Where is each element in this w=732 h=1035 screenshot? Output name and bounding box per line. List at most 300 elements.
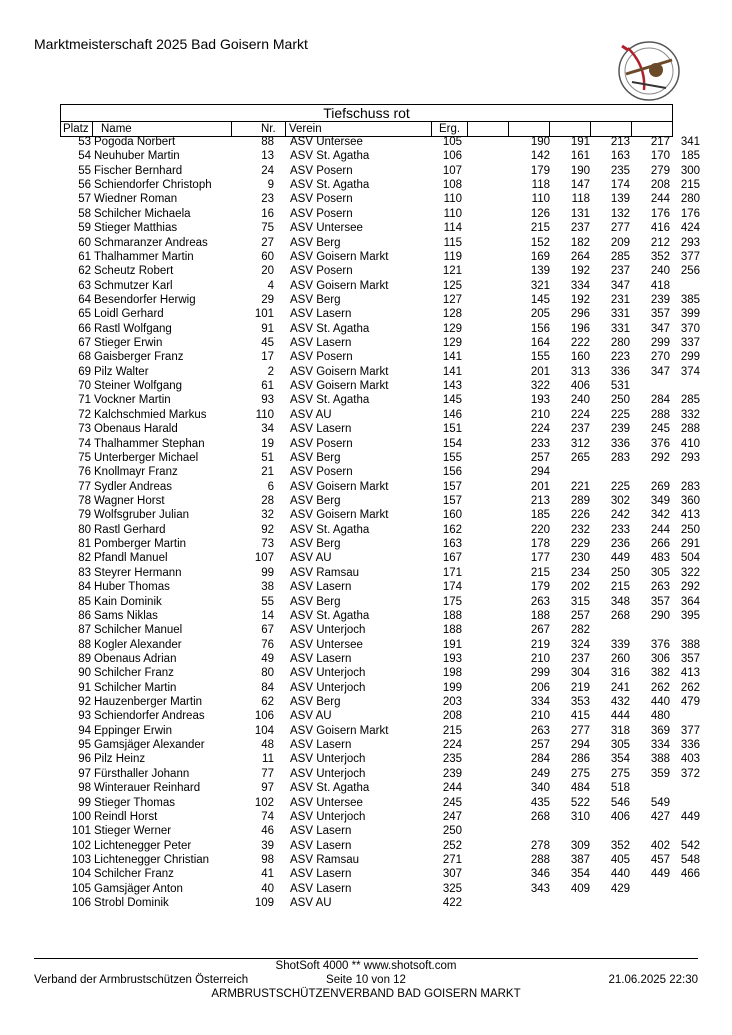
row-shot-value: 283 bbox=[680, 480, 700, 493]
row-number: 91 bbox=[261, 322, 274, 335]
row-rank: 69 bbox=[78, 365, 91, 378]
row-number: 97 bbox=[261, 782, 274, 795]
row-shot-value: 322 bbox=[680, 566, 700, 579]
row-result: 143 bbox=[442, 380, 462, 393]
row-rank: 54 bbox=[78, 150, 91, 163]
row-shot-value: 299 bbox=[530, 667, 550, 680]
row-number: 21 bbox=[261, 466, 274, 479]
table-row bbox=[60, 264, 700, 278]
row-shot-value: 483 bbox=[650, 552, 670, 565]
row-shot-value: 290 bbox=[650, 609, 670, 622]
row-shot-value: 284 bbox=[650, 394, 670, 407]
row-club: ASV Goisern Markt bbox=[290, 279, 389, 292]
row-name: Rastl Gerhard bbox=[94, 523, 166, 536]
table-row bbox=[60, 307, 700, 321]
row-shot-value: 240 bbox=[570, 394, 590, 407]
row-club: ASV Lasern bbox=[290, 739, 352, 752]
row-result: 115 bbox=[443, 236, 462, 249]
row-shot-value: 288 bbox=[530, 853, 550, 866]
table-row bbox=[60, 638, 700, 652]
row-shot-value: 169 bbox=[530, 250, 550, 263]
club-logo-icon bbox=[614, 38, 684, 104]
row-shot-value: 257 bbox=[530, 739, 550, 752]
row-number: 75 bbox=[261, 222, 274, 235]
row-result: 121 bbox=[442, 265, 462, 278]
row-rank: 68 bbox=[78, 351, 91, 364]
row-club: ASV AU bbox=[290, 408, 332, 421]
row-number: 17 bbox=[261, 351, 274, 364]
row-shot-value: 286 bbox=[570, 753, 590, 766]
row-number: 46 bbox=[261, 825, 274, 838]
row-name: Scheutz Robert bbox=[94, 265, 174, 278]
row-shot-value: 118 bbox=[571, 193, 590, 206]
row-name: Schmaranzer Andreas bbox=[94, 236, 208, 249]
row-shot-value: 177 bbox=[530, 552, 550, 565]
row-club: ASV AU bbox=[290, 552, 332, 565]
table-row bbox=[60, 839, 700, 853]
row-shot-value: 377 bbox=[680, 724, 700, 737]
row-result: 250 bbox=[442, 825, 462, 838]
row-shot-value: 310 bbox=[570, 810, 590, 823]
row-number: 55 bbox=[261, 595, 274, 608]
row-club: ASV AU bbox=[290, 710, 332, 723]
row-shot-value: 352 bbox=[650, 250, 670, 263]
row-shot-value: 305 bbox=[650, 566, 670, 579]
row-number: 77 bbox=[261, 767, 274, 780]
col-erg: Erg. bbox=[439, 123, 461, 135]
table-row bbox=[60, 207, 700, 221]
row-number: 38 bbox=[261, 581, 274, 594]
row-shot-value: 321 bbox=[530, 279, 550, 292]
row-result: 244 bbox=[442, 782, 462, 795]
row-shot-value: 222 bbox=[570, 337, 590, 350]
row-club: ASV Goisern Markt bbox=[290, 380, 389, 393]
row-shot-value: 236 bbox=[610, 538, 630, 551]
row-result: 145 bbox=[442, 394, 462, 407]
row-result: 125 bbox=[442, 279, 462, 292]
row-number: 14 bbox=[261, 609, 274, 622]
row-shot-value: 352 bbox=[610, 839, 630, 852]
row-shot-value: 224 bbox=[530, 423, 550, 436]
row-rank: 82 bbox=[78, 552, 91, 565]
row-result: 422 bbox=[442, 897, 462, 910]
row-rank: 88 bbox=[78, 638, 91, 651]
row-result: 154 bbox=[442, 437, 462, 450]
row-shot-value: 269 bbox=[650, 480, 670, 493]
table-row bbox=[60, 408, 700, 422]
row-name: Obenaus Harald bbox=[94, 423, 178, 436]
row-shot-value: 374 bbox=[680, 365, 700, 378]
row-shot-value: 457 bbox=[650, 853, 670, 866]
row-club: ASV Unterjoch bbox=[290, 767, 366, 780]
row-club: ASV Goisern Markt bbox=[290, 480, 389, 493]
row-result: 245 bbox=[442, 796, 462, 809]
row-number: 76 bbox=[261, 638, 274, 651]
row-result: 146 bbox=[442, 408, 462, 421]
row-rank: 87 bbox=[78, 624, 91, 637]
row-club: ASV Berg bbox=[290, 494, 341, 507]
row-name: Stieger Thomas bbox=[94, 796, 175, 809]
row-shot-value: 377 bbox=[680, 250, 700, 263]
row-shot-value: 504 bbox=[680, 552, 700, 565]
row-shot-value: 429 bbox=[610, 882, 630, 895]
table-row bbox=[60, 465, 700, 479]
row-shot-value: 213 bbox=[530, 494, 550, 507]
row-name: Stieger Werner bbox=[94, 825, 172, 838]
row-rank: 85 bbox=[78, 595, 91, 608]
row-shot-value: 395 bbox=[680, 609, 700, 622]
table-row bbox=[60, 322, 700, 336]
row-club: ASV Berg bbox=[290, 293, 341, 306]
row-shot-value: 385 bbox=[680, 293, 700, 306]
row-rank: 65 bbox=[78, 308, 91, 321]
row-shot-value: 235 bbox=[610, 164, 630, 177]
row-rank: 67 bbox=[78, 337, 91, 350]
row-shot-value: 288 bbox=[680, 423, 700, 436]
row-shot-value: 291 bbox=[680, 538, 700, 551]
results-list bbox=[60, 135, 700, 910]
row-shot-value: 152 bbox=[530, 236, 550, 249]
row-shot-value: 359 bbox=[650, 767, 670, 780]
row-club: ASV Untersee bbox=[290, 796, 363, 809]
row-shot-value: 278 bbox=[530, 839, 550, 852]
row-name: Eppinger Erwin bbox=[94, 724, 172, 737]
row-club: ASV St. Agatha bbox=[290, 394, 370, 407]
row-shot-value: 336 bbox=[680, 739, 700, 752]
row-club: ASV Unterjoch bbox=[290, 753, 366, 766]
row-number: 80 bbox=[261, 667, 274, 680]
row-shot-value: 196 bbox=[570, 322, 590, 335]
row-rank: 60 bbox=[78, 236, 91, 249]
row-number: 61 bbox=[261, 380, 274, 393]
row-shot-value: 413 bbox=[680, 667, 700, 680]
row-shot-value: 449 bbox=[610, 552, 630, 565]
row-shot-value: 531 bbox=[610, 380, 630, 393]
table-row bbox=[60, 810, 700, 824]
row-shot-value: 369 bbox=[650, 724, 670, 737]
row-shot-value: 413 bbox=[680, 509, 700, 522]
row-club: ASV St. Agatha bbox=[290, 609, 370, 622]
row-shot-value: 522 bbox=[570, 796, 590, 809]
row-result: 171 bbox=[442, 566, 462, 579]
row-number: 39 bbox=[261, 839, 274, 852]
row-shot-value: 348 bbox=[610, 595, 630, 608]
row-shot-value: 219 bbox=[530, 638, 550, 651]
row-number: 99 bbox=[261, 566, 274, 579]
table-row bbox=[60, 867, 700, 881]
row-shot-value: 331 bbox=[610, 308, 630, 321]
table-row bbox=[60, 853, 700, 867]
row-club: ASV Posern bbox=[290, 193, 353, 206]
row-rank: 76 bbox=[78, 466, 91, 479]
row-result: 307 bbox=[442, 868, 462, 881]
row-number: 51 bbox=[261, 451, 274, 464]
row-name: Neuhuber Martin bbox=[94, 150, 180, 163]
row-shot-value: 480 bbox=[650, 710, 670, 723]
row-name: Pomberger Martin bbox=[94, 538, 187, 551]
row-result: 199 bbox=[442, 681, 462, 694]
row-shot-value: 262 bbox=[650, 681, 670, 694]
row-shot-value: 170 bbox=[650, 150, 670, 163]
row-shot-value: 337 bbox=[680, 337, 700, 350]
row-shot-value: 548 bbox=[680, 853, 700, 866]
table-row bbox=[60, 365, 700, 379]
row-shot-value: 324 bbox=[570, 638, 590, 651]
table-row bbox=[60, 767, 700, 781]
row-shot-value: 226 bbox=[570, 509, 590, 522]
row-shot-value: 292 bbox=[650, 451, 670, 464]
row-rank: 72 bbox=[78, 408, 91, 421]
row-rank: 58 bbox=[78, 207, 91, 220]
row-shot-value: 294 bbox=[570, 739, 590, 752]
row-number: 23 bbox=[261, 193, 274, 206]
row-club: ASV Lasern bbox=[290, 423, 352, 436]
row-name: Pogoda Norbert bbox=[94, 136, 176, 148]
row-shot-value: 239 bbox=[650, 293, 670, 306]
row-number: 48 bbox=[261, 739, 274, 752]
row-rank: 75 bbox=[78, 451, 91, 464]
row-shot-value: 418 bbox=[650, 279, 670, 292]
row-shot-value: 405 bbox=[610, 853, 630, 866]
row-rank: 57 bbox=[78, 193, 91, 206]
row-shot-value: 349 bbox=[650, 494, 670, 507]
row-name: Vockner Martin bbox=[94, 394, 171, 407]
row-club: ASV Lasern bbox=[290, 882, 352, 895]
row-result: 141 bbox=[442, 351, 462, 364]
row-rank: 86 bbox=[78, 609, 91, 622]
row-number: 41 bbox=[261, 868, 274, 881]
row-number: 73 bbox=[261, 538, 274, 551]
row-rank: 83 bbox=[78, 566, 91, 579]
row-rank: 89 bbox=[78, 652, 91, 665]
table-row bbox=[60, 752, 700, 766]
row-number: 24 bbox=[261, 164, 274, 177]
table-row bbox=[60, 523, 700, 537]
row-result: 162 bbox=[442, 523, 462, 536]
row-rank: 99 bbox=[78, 796, 91, 809]
row-rank: 92 bbox=[78, 696, 91, 709]
row-shot-value: 339 bbox=[610, 638, 630, 651]
row-rank: 103 bbox=[71, 853, 91, 866]
row-number: 2 bbox=[267, 365, 274, 378]
table-row bbox=[60, 896, 700, 910]
row-shot-value: 233 bbox=[530, 437, 550, 450]
row-rank: 98 bbox=[78, 782, 91, 795]
row-rank: 97 bbox=[78, 767, 91, 780]
row-club: ASV St. Agatha bbox=[290, 322, 370, 335]
row-shot-value: 341 bbox=[680, 136, 700, 148]
row-number: 104 bbox=[254, 724, 274, 737]
row-shot-value: 242 bbox=[610, 509, 630, 522]
row-shot-value: 542 bbox=[680, 839, 700, 852]
row-shot-value: 364 bbox=[680, 595, 700, 608]
row-rank: 73 bbox=[78, 423, 91, 436]
row-result: 325 bbox=[442, 882, 462, 895]
table-row bbox=[60, 279, 700, 293]
row-name: Steiner Wolfgang bbox=[94, 380, 183, 393]
row-result: 175 bbox=[442, 595, 462, 608]
row-shot-value: 185 bbox=[680, 150, 700, 163]
row-shot-value: 427 bbox=[650, 810, 670, 823]
row-rank: 101 bbox=[71, 825, 91, 838]
row-name: Hauzenberger Martin bbox=[94, 696, 203, 709]
row-club: ASV Posern bbox=[290, 466, 353, 479]
row-number: 11 bbox=[262, 753, 274, 766]
table-caption: Tiefschuss rot bbox=[61, 105, 672, 122]
row-shot-value: 155 bbox=[530, 351, 550, 364]
row-shot-value: 237 bbox=[570, 423, 590, 436]
table-row bbox=[60, 709, 700, 723]
table-row bbox=[60, 164, 700, 178]
table-row bbox=[60, 293, 700, 307]
table-row bbox=[60, 695, 700, 709]
row-result: 235 bbox=[442, 753, 462, 766]
row-shot-value: 256 bbox=[680, 265, 700, 278]
row-shot-value: 382 bbox=[650, 667, 670, 680]
row-rank: 105 bbox=[71, 882, 91, 895]
row-shot-value: 270 bbox=[650, 351, 670, 364]
footer-divider bbox=[34, 958, 698, 959]
row-result: 129 bbox=[442, 337, 462, 350]
row-shot-value: 260 bbox=[610, 652, 630, 665]
row-shot-value: 220 bbox=[530, 523, 550, 536]
row-club: ASV Posern bbox=[290, 351, 353, 364]
row-name: Schilcher Martin bbox=[94, 681, 177, 694]
row-shot-value: 224 bbox=[570, 408, 590, 421]
row-name: Thalhammer Martin bbox=[94, 250, 194, 263]
row-shot-value: 388 bbox=[650, 753, 670, 766]
row-number: 84 bbox=[261, 681, 274, 694]
row-shot-value: 249 bbox=[530, 767, 550, 780]
row-name: Knollmayr Franz bbox=[94, 466, 178, 479]
row-result: 105 bbox=[442, 136, 462, 148]
row-shot-value: 265 bbox=[570, 451, 590, 464]
row-shot-value: 192 bbox=[570, 293, 590, 306]
row-number: 93 bbox=[261, 394, 274, 407]
table-row bbox=[60, 681, 700, 695]
row-shot-value: 219 bbox=[570, 681, 590, 694]
row-shot-value: 264 bbox=[570, 250, 590, 263]
row-name: Strobl Dominik bbox=[94, 897, 169, 910]
row-shot-value: 161 bbox=[570, 150, 590, 163]
row-shot-value: 132 bbox=[610, 207, 630, 220]
row-shot-value: 340 bbox=[530, 782, 550, 795]
row-shot-value: 334 bbox=[570, 279, 590, 292]
row-rank: 78 bbox=[78, 494, 91, 507]
row-result: 193 bbox=[442, 652, 462, 665]
row-number: 9 bbox=[267, 179, 274, 192]
row-shot-value: 336 bbox=[610, 437, 630, 450]
row-shot-value: 131 bbox=[570, 207, 590, 220]
row-shot-value: 237 bbox=[570, 222, 590, 235]
row-number: 110 bbox=[255, 408, 274, 421]
row-number: 62 bbox=[261, 696, 274, 709]
row-club: ASV Ramsau bbox=[290, 566, 360, 579]
table-row bbox=[60, 652, 700, 666]
row-club: ASV St. Agatha bbox=[290, 523, 370, 536]
row-shot-value: 432 bbox=[610, 696, 630, 709]
row-shot-value: 347 bbox=[610, 279, 630, 292]
footer-association: Verband der Armbrustschützen Österreich bbox=[34, 974, 249, 986]
row-result: 110 bbox=[443, 207, 462, 220]
table-row bbox=[60, 508, 700, 522]
row-shot-value: 318 bbox=[610, 724, 630, 737]
row-name: Rastl Wolfgang bbox=[94, 322, 172, 335]
row-shot-value: 237 bbox=[610, 265, 630, 278]
row-result: 110 bbox=[443, 193, 462, 206]
col-platz: Platz bbox=[63, 123, 89, 135]
row-name: Loidl Gerhard bbox=[94, 308, 164, 321]
row-club: ASV Goisern Markt bbox=[290, 509, 389, 522]
row-shot-value: 209 bbox=[610, 236, 630, 249]
table-row bbox=[60, 480, 700, 494]
row-rank: 106 bbox=[71, 897, 91, 910]
row-club: ASV Unterjoch bbox=[290, 810, 366, 823]
row-shot-value: 299 bbox=[680, 351, 700, 364]
row-shot-value: 190 bbox=[570, 164, 590, 177]
row-name: Kogler Alexander bbox=[94, 638, 182, 651]
row-shot-value: 449 bbox=[650, 868, 670, 881]
row-shot-value: 225 bbox=[610, 480, 630, 493]
row-result: 141 bbox=[442, 365, 462, 378]
row-result: 188 bbox=[442, 609, 462, 622]
row-club: ASV AU bbox=[290, 897, 332, 910]
row-shot-value: 387 bbox=[570, 853, 590, 866]
row-name: Schmutzer Karl bbox=[94, 279, 173, 292]
row-shot-value: 241 bbox=[610, 681, 630, 694]
row-shot-value: 296 bbox=[570, 308, 590, 321]
row-result: 271 bbox=[442, 853, 462, 866]
row-number: 28 bbox=[261, 494, 274, 507]
row-name: Kain Dominik bbox=[94, 595, 162, 608]
row-name: Gaisberger Franz bbox=[94, 351, 184, 364]
row-rank: 80 bbox=[78, 523, 91, 536]
row-club: ASV St. Agatha bbox=[290, 179, 370, 192]
row-shot-value: 202 bbox=[570, 581, 590, 594]
row-result: 208 bbox=[442, 710, 462, 723]
row-shot-value: 435 bbox=[530, 796, 550, 809]
row-club: ASV Posern bbox=[290, 164, 353, 177]
table-row bbox=[60, 422, 700, 436]
row-name: Kalchschmied Markus bbox=[94, 408, 207, 421]
row-shot-value: 357 bbox=[650, 308, 670, 321]
row-rank: 64 bbox=[78, 293, 91, 306]
row-shot-value: 357 bbox=[650, 595, 670, 608]
row-club: ASV Unterjoch bbox=[290, 624, 366, 637]
row-shot-value: 300 bbox=[680, 164, 700, 177]
row-name: Fürsthaller Johann bbox=[94, 767, 190, 780]
row-result: 128 bbox=[442, 308, 462, 321]
row-result: 129 bbox=[442, 322, 462, 335]
row-shot-value: 444 bbox=[610, 710, 630, 723]
row-shot-value: 267 bbox=[530, 624, 550, 637]
row-shot-value: 336 bbox=[610, 365, 630, 378]
row-shot-value: 376 bbox=[650, 638, 670, 651]
row-shot-value: 250 bbox=[610, 566, 630, 579]
row-shot-value: 145 bbox=[530, 293, 550, 306]
row-result: 188 bbox=[442, 624, 462, 637]
row-shot-value: 399 bbox=[680, 308, 700, 321]
row-name: Wagner Horst bbox=[94, 494, 165, 507]
row-shot-value: 277 bbox=[610, 222, 630, 235]
row-shot-value: 190 bbox=[530, 136, 550, 148]
row-number: 16 bbox=[261, 207, 274, 220]
table-row bbox=[60, 595, 700, 609]
table-row bbox=[60, 135, 700, 149]
row-rank: 102 bbox=[71, 839, 91, 852]
row-shot-value: 160 bbox=[570, 351, 590, 364]
row-shot-value: 176 bbox=[680, 207, 700, 220]
